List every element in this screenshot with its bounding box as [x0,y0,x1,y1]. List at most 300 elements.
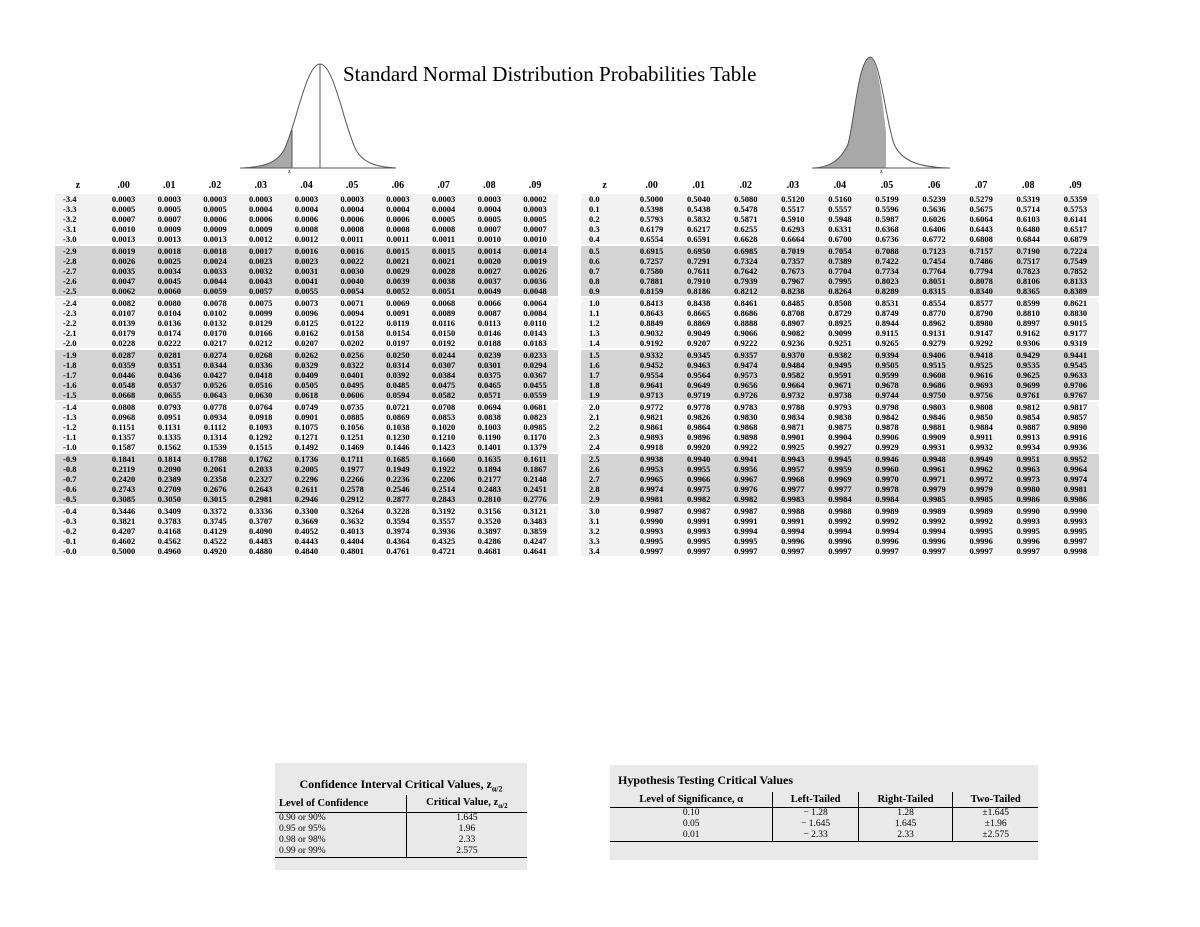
positive-z-probability-cell: 0.9495 [816,360,863,370]
positive-z-probability-cell: 0.9946 [863,453,910,464]
hypothesis-header-cell: Right-Tailed [858,792,953,808]
positive-z-probability-cell: 0.9916 [1052,432,1099,442]
table-row [55,505,558,516]
negative-z-probability-cell: 0.0951 [146,412,192,422]
negative-z-probability-cell: 0.0336 [238,360,284,370]
negative-z-probability-cell: 0.2776 [512,494,558,505]
negative-z-z-value: -2.2 [55,318,101,328]
negative-z-probability-cell: 0.4013 [329,526,375,536]
table-row [581,484,1099,494]
significance-level: 0.01 [610,830,773,842]
negative-z-probability-cell: 0.2119 [101,464,147,474]
negative-z-probability-cell: 0.0392 [375,370,421,380]
positive-z-probability-cell: 0.9292 [958,338,1005,349]
positive-z-probability-cell: 0.9981 [628,494,675,505]
negative-z-probability-cell: 0.1894 [466,464,512,474]
negative-z-probability-cell: 0.1251 [329,432,375,442]
negative-z-probability-cell: 0.0039 [375,276,421,286]
negative-z-z-value: -1.5 [55,390,101,401]
positive-z-probability-cell: 0.9994 [769,526,816,536]
negative-z-probability-cell: 0.4247 [512,536,558,546]
negative-z-probability-cell: 0.1867 [512,464,558,474]
negative-z-probability-cell: 0.3156 [466,505,512,516]
negative-z-z-value: -3.4 [55,193,101,204]
negative-z-probability-cell: 0.0045 [146,276,192,286]
positive-z-probability-cell: 0.9991 [722,516,769,526]
negative-z-probability-cell: 0.4761 [375,546,421,556]
positive-z-probability-cell: 0.9812 [1005,401,1052,412]
negative-z-row-group [55,193,558,245]
negative-z-probability-cell: 0.4960 [146,546,192,556]
positive-z-probability-cell: 0.8599 [1005,297,1052,308]
positive-z-row-group [581,453,1099,505]
confidence-row [275,835,527,846]
table-row [55,526,558,536]
negative-z-probability-cell: 0.0708 [421,401,467,412]
negative-z-probability-cell: 0.0002 [512,193,558,204]
negative-z-probability-cell: 0.2578 [329,484,375,494]
positive-z-probability-cell: 0.8461 [722,297,769,308]
negative-z-probability-cell: 0.4443 [284,536,330,546]
table-row [581,401,1099,412]
negative-z-probability-cell: 0.3821 [101,516,147,526]
table-row [581,214,1099,224]
positive-z-probability-cell: 0.9871 [769,422,816,432]
negative-z-probability-cell: 0.0838 [466,412,512,422]
negative-z-probability-cell: 0.2611 [284,484,330,494]
positive-z-probability-cell: 0.9582 [769,370,816,380]
negative-z-probability-cell: 0.4090 [238,526,284,536]
negative-z-probability-cell: 0.1660 [421,453,467,464]
right-shaded-area [814,57,886,168]
positive-z-probability-cell: 0.9988 [816,505,863,516]
positive-z-z-value: 0.0 [581,193,628,204]
positive-z-probability-cell: 0.9989 [911,505,958,516]
negative-z-probability-cell: 0.3372 [192,505,238,516]
positive-z-probability-cell: 0.9996 [816,536,863,546]
negative-z-probability-cell: 0.0059 [192,286,238,297]
negative-z-probability-cell: 0.3085 [101,494,147,505]
negative-z-probability-cell: 0.0446 [101,370,147,380]
negative-z-probability-cell: 0.3300 [284,505,330,516]
negative-z-probability-cell: 0.0010 [512,234,558,245]
positive-z-probability-cell: 0.9992 [958,516,1005,526]
negative-z-probability-cell: 0.4522 [192,536,238,546]
negative-z-probability-cell: 0.0239 [466,349,512,360]
positive-z-probability-cell: 0.5714 [1005,204,1052,214]
confidence-critical-values-table [275,795,527,858]
left-tail-normal-curve [236,46,400,174]
negative-z-z-value: -0.0 [55,546,101,556]
negative-z-probability-cell: 0.1230 [375,432,421,442]
positive-z-probability-cell: 0.9936 [1052,442,1099,453]
negative-z-probability-cell: 0.0901 [284,412,330,422]
negative-z-probability-cell: 0.0016 [329,245,375,256]
positive-z-header-cell: .09 [1069,179,1082,191]
negative-z-probability-cell: 0.0183 [512,338,558,349]
negative-z-z-value: -2.0 [55,338,101,349]
positive-z-probability-cell: 0.9964 [1052,464,1099,474]
negative-z-probability-cell: 0.1977 [329,464,375,474]
table-row [581,193,1099,204]
negative-z-probability-cell: 0.0274 [192,349,238,360]
negative-z-probability-cell: 0.3446 [101,505,147,516]
positive-z-probability-cell: 0.9987 [628,505,675,516]
negative-z-z-value: -2.7 [55,266,101,276]
negative-z-z-value: -0.8 [55,464,101,474]
positive-z-probability-cell: 0.9995 [1005,526,1052,536]
hypothesis-testing-box [610,765,1038,860]
positive-z-z-value: 1.4 [581,338,628,349]
positive-z-probability-cell: 0.9429 [1005,349,1052,360]
negative-z-probability-cell: 0.0060 [146,286,192,297]
negative-z-probability-cell: 0.0004 [329,204,375,214]
positive-z-probability-cell: 0.8508 [816,297,863,308]
negative-z-z-value: -1.7 [55,370,101,380]
positive-z-probability-cell: 0.8849 [628,318,675,328]
positive-z-probability-cell: 0.8264 [816,286,863,297]
positive-z-table [581,178,1099,556]
positive-z-probability-cell: 0.9997 [675,546,722,556]
table-row [55,193,558,204]
positive-z-probability-cell: 0.9881 [911,422,958,432]
hypothesis-header-cell: Two-Tailed [953,792,1038,808]
negative-z-z-value: -0.9 [55,453,101,464]
positive-z-row-group [581,245,1099,297]
negative-z-probability-cell: 0.2676 [192,484,238,494]
positive-z-probability-cell: 0.9898 [722,432,769,442]
hypothesis-critical-value: − 1.645 [773,819,858,830]
positive-z-probability-cell: 0.9726 [722,390,769,401]
positive-z-probability-cell: 0.5910 [769,214,816,224]
negative-z-probability-cell: 0.0853 [421,412,467,422]
table-row [581,432,1099,442]
positive-z-probability-cell: 0.9744 [863,390,910,401]
negative-z-probability-cell: 0.0107 [101,308,147,318]
negative-z-probability-cell: 0.0018 [192,245,238,256]
negative-z-probability-cell: 0.0027 [466,266,512,276]
table-row [55,349,558,360]
positive-z-probability-cell: 0.9279 [911,338,958,349]
negative-z-probability-cell: 0.0066 [466,297,512,308]
negative-z-probability-cell: 0.0004 [238,204,284,214]
negative-z-probability-cell: 0.0179 [101,328,147,338]
negative-z-header-cell: z [75,179,81,191]
positive-z-probability-cell: 0.9115 [863,328,910,338]
negative-z-probability-cell: 0.4681 [466,546,512,556]
negative-z-probability-cell: 0.0401 [329,370,375,380]
negative-z-probability-cell: 0.2296 [284,474,330,484]
positive-z-probability-cell: 0.8944 [863,318,910,328]
negative-z-z-value: -1.8 [55,360,101,370]
positive-z-probability-cell: 0.9236 [769,338,816,349]
negative-z-probability-cell: 0.0436 [146,370,192,380]
positive-z-z-value: 2.5 [581,453,628,464]
positive-z-probability-cell: 0.9990 [1005,505,1052,516]
negative-z-probability-cell: 0.0035 [101,266,147,276]
confidence-row [275,824,527,835]
table-row [55,422,558,432]
positive-z-header-cell: .05 [880,179,894,191]
positive-z-probability-cell: 0.6331 [816,224,863,234]
negative-z-probability-cell: 0.4325 [421,536,467,546]
positive-z-probability-cell: 0.9925 [769,442,816,453]
negative-z-probability-cell: 0.2843 [421,494,467,505]
positive-z-probability-cell: 0.9952 [1052,453,1099,464]
positive-z-probability-cell: 0.9994 [722,526,769,536]
hypothesis-header-cell: Left-Tailed [773,792,858,808]
positive-z-probability-cell: 0.9099 [816,328,863,338]
positive-z-probability-cell: 0.9015 [1052,318,1099,328]
positive-z-probability-cell: 0.6772 [911,234,958,245]
negative-z-probability-cell: 0.1446 [375,442,421,453]
negative-z-probability-cell: 0.2389 [146,474,192,484]
negative-z-probability-cell: 0.0384 [421,370,467,380]
negative-z-probability-cell: 0.0062 [101,286,147,297]
positive-z-probability-cell: 0.9515 [911,360,958,370]
positive-z-probability-cell: 0.9441 [1052,349,1099,360]
negative-z-z-value: -2.9 [55,245,101,256]
positive-z-probability-cell: 0.9986 [1005,494,1052,505]
table-row [55,412,558,422]
positive-z-z-value: 0.3 [581,224,628,234]
hypothesis-table-header [610,792,1038,808]
negative-z-probability-cell: 0.2451 [512,484,558,494]
negative-z-probability-cell: 0.0262 [284,349,330,360]
positive-z-probability-cell: 0.6844 [1005,234,1052,245]
positive-z-probability-cell: 0.9948 [911,453,958,464]
negative-z-z-value: -1.3 [55,412,101,422]
positive-z-probability-cell: 0.7764 [911,266,958,276]
negative-z-probability-cell: 0.0465 [466,380,512,390]
negative-z-probability-cell: 0.2981 [238,494,284,505]
table-row [581,318,1099,328]
positive-z-probability-cell: 0.9890 [1052,422,1099,432]
negative-z-probability-cell: 0.0918 [238,412,284,422]
negative-z-probability-cell: 0.0073 [284,297,330,308]
positive-z-z-value: 3.2 [581,526,628,536]
positive-z-probability-cell: 0.9963 [1005,464,1052,474]
positive-z-probability-cell: 0.9854 [1005,412,1052,422]
negative-z-z-value: -0.1 [55,536,101,546]
positive-z-z-value: 0.2 [581,214,628,224]
positive-z-probability-cell: 0.5871 [722,214,769,224]
negative-z-probability-cell: 0.0019 [512,256,558,266]
negative-z-probability-cell: 0.1003 [466,422,512,432]
negative-z-probability-cell: 0.0008 [329,224,375,234]
table-row [581,442,1099,453]
negative-z-probability-cell: 0.0017 [238,245,284,256]
table-row [581,370,1099,380]
table-row [55,318,558,328]
positive-z-probability-cell: 0.9975 [675,484,722,494]
negative-z-probability-cell: 0.1131 [146,422,192,432]
positive-z-z-value: 3.0 [581,505,628,516]
negative-z-probability-cell: 0.0005 [146,204,192,214]
negative-z-probability-cell: 0.4641 [512,546,558,556]
positive-z-probability-cell: 0.7486 [958,256,1005,266]
positive-z-probability-cell: 0.9564 [675,370,722,380]
table-row [55,474,558,484]
positive-z-probability-cell: 0.9649 [675,380,722,390]
negative-z-probability-cell: 0.0119 [375,318,421,328]
negative-z-z-value: -2.6 [55,276,101,286]
negative-z-probability-cell: 0.0322 [329,360,375,370]
positive-z-probability-cell: 0.6628 [722,234,769,245]
positive-z-probability-cell: 0.9554 [628,370,675,380]
negative-z-probability-cell: 0.0028 [421,266,467,276]
positive-z-probability-cell: 0.8186 [675,286,722,297]
positive-z-probability-cell: 0.8708 [769,308,816,318]
negative-z-probability-cell: 0.2266 [329,474,375,484]
negative-z-probability-cell: 0.0217 [192,338,238,349]
positive-z-probability-cell: 0.5478 [722,204,769,214]
negative-z-probability-cell: 0.3859 [512,526,558,536]
negative-z-probability-cell: 0.1469 [329,442,375,453]
positive-z-probability-cell: 0.8554 [911,297,958,308]
negative-z-probability-cell: 0.0025 [146,256,192,266]
negative-z-probability-cell: 0.2236 [375,474,421,484]
positive-z-probability-cell: 0.8438 [675,297,722,308]
negative-z-probability-cell: 0.1587 [101,442,147,453]
positive-z-probability-cell: 0.9986 [1052,494,1099,505]
positive-z-probability-cell: 0.9887 [1005,422,1052,432]
confidence-title-subscript: α/2 [491,784,503,794]
negative-z-probability-cell: 0.1401 [466,442,512,453]
positive-z-probability-cell: 0.9981 [1052,484,1099,494]
positive-z-probability-cell: 0.7019 [769,245,816,256]
positive-z-probability-cell: 0.6064 [958,214,1005,224]
positive-z-probability-cell: 0.7088 [863,245,910,256]
positive-z-probability-cell: 0.9996 [911,536,958,546]
positive-z-probability-cell: 0.5040 [675,193,722,204]
negative-z-probability-cell: 0.0006 [375,214,421,224]
confidence-critical-value: 2.575 [406,846,527,858]
negative-z-probability-cell: 0.0485 [375,380,421,390]
negative-z-probability-cell: 0.3745 [192,516,238,526]
positive-z-probability-cell: 0.9920 [675,442,722,453]
table-row [581,516,1099,526]
negative-z-header-cell: .04 [300,179,313,191]
positive-z-probability-cell: 0.5239 [911,193,958,204]
positive-z-z-value: 2.6 [581,464,628,474]
significance-level: 0.10 [682,808,700,818]
negative-z-probability-cell: 0.1841 [101,453,147,464]
negative-z-probability-cell: 0.0808 [101,401,147,412]
positive-z-probability-cell: 0.5000 [628,193,675,204]
confidence-col-critical-value [406,795,527,813]
positive-z-probability-cell: 0.9992 [911,516,958,526]
positive-z-probability-cell: 0.9955 [675,464,722,474]
table-row [581,526,1099,536]
positive-z-probability-cell: 0.9985 [958,494,1005,505]
negative-z-probability-cell: 0.0202 [329,338,375,349]
positive-z-probability-cell: 0.9591 [816,370,863,380]
negative-z-header-cell: .05 [345,179,359,191]
positive-z-probability-cell: 0.5793 [628,214,675,224]
negative-z-probability-cell: 0.2946 [284,494,330,505]
positive-z-probability-cell: 0.9222 [722,338,769,349]
negative-z-probability-cell: 0.0009 [192,224,238,234]
confidence-col-level: Level of Confidence [275,795,406,813]
negative-z-probability-cell: 0.1539 [192,442,238,453]
negative-z-probability-cell: 0.0026 [512,266,558,276]
positive-z-probability-cell: 0.9864 [675,422,722,432]
negative-z-probability-cell: 0.0012 [284,234,330,245]
positive-z-probability-cell: 0.9817 [1052,401,1099,412]
negative-z-probability-cell: 0.0307 [421,360,467,370]
positive-z-row-group [581,349,1099,401]
positive-z-probability-cell: 0.9633 [1052,370,1099,380]
negative-z-probability-cell: 0.3228 [375,505,421,516]
negative-z-probability-cell: 0.0055 [284,286,330,297]
table-row [55,484,558,494]
positive-z-probability-cell: 0.7157 [958,245,1005,256]
negative-z-probability-cell: 0.0154 [375,328,421,338]
positive-z-z-value: 0.6 [581,256,628,266]
negative-z-probability-cell: 0.0012 [238,234,284,245]
positive-z-probability-cell: 0.9909 [911,432,958,442]
negative-z-z-value: -2.3 [55,308,101,318]
negative-z-probability-cell: 0.0080 [146,297,192,308]
positive-z-probability-cell: 0.9826 [675,412,722,422]
positive-z-probability-cell: 0.9994 [816,526,863,536]
negative-z-probability-cell: 0.0096 [284,308,330,318]
positive-z-z-value: 0.7 [581,266,628,276]
positive-z-probability-cell: 0.6517 [1052,224,1099,234]
positive-z-probability-cell: 0.9962 [958,464,1005,474]
positive-z-probability-cell: 0.6406 [911,224,958,234]
positive-z-probability-cell: 0.5279 [958,193,1005,204]
negative-z-probability-cell: 0.3264 [329,505,375,516]
positive-z-z-value: 2.4 [581,442,628,453]
positive-z-probability-cell: 0.9332 [628,349,675,360]
positive-z-probability-cell: 0.9192 [628,338,675,349]
positive-z-probability-cell: 0.9997 [958,546,1005,556]
positive-z-probability-cell: 0.9979 [911,484,958,494]
positive-z-probability-cell: 0.9994 [863,526,910,536]
negative-z-probability-cell: 0.0036 [512,276,558,286]
positive-z-probability-cell: 0.9147 [958,328,1005,338]
positive-z-probability-cell: 0.8212 [722,286,769,297]
negative-z-probability-cell: 0.3632 [329,516,375,526]
positive-z-probability-cell: 0.5160 [816,193,863,204]
hypothesis-critical-value: ±1.96 [953,819,1038,830]
positive-z-probability-cell: 0.9793 [816,401,863,412]
positive-z-probability-cell: 0.9969 [816,474,863,484]
confidence-col-subscript: α/2 [498,802,508,811]
table-row [581,256,1099,266]
table-row [55,442,558,453]
positive-z-probability-cell: 0.7291 [675,256,722,266]
positive-z-probability-cell: 0.5753 [1052,204,1099,214]
table-row [55,464,558,474]
positive-z-probability-cell: 0.9968 [769,474,816,484]
negative-z-probability-cell: 0.0548 [101,380,147,390]
positive-z-probability-cell: 0.9699 [1005,380,1052,390]
negative-z-probability-cell: 0.0051 [421,286,467,297]
positive-z-probability-cell: 0.9997 [722,546,769,556]
positive-z-probability-cell: 0.9901 [769,432,816,442]
positive-z-probability-cell: 0.9998 [1052,546,1099,556]
positive-z-probability-cell: 0.9931 [911,442,958,453]
negative-z-probability-cell: 0.0885 [329,412,375,422]
positive-z-z-value: 1.1 [581,308,628,318]
left-curve-z-label: z [288,169,291,174]
positive-z-probability-cell: 0.9713 [628,390,675,401]
negative-z-probability-cell: 0.0197 [375,338,421,349]
negative-z-probability-cell: 0.0009 [238,224,284,234]
